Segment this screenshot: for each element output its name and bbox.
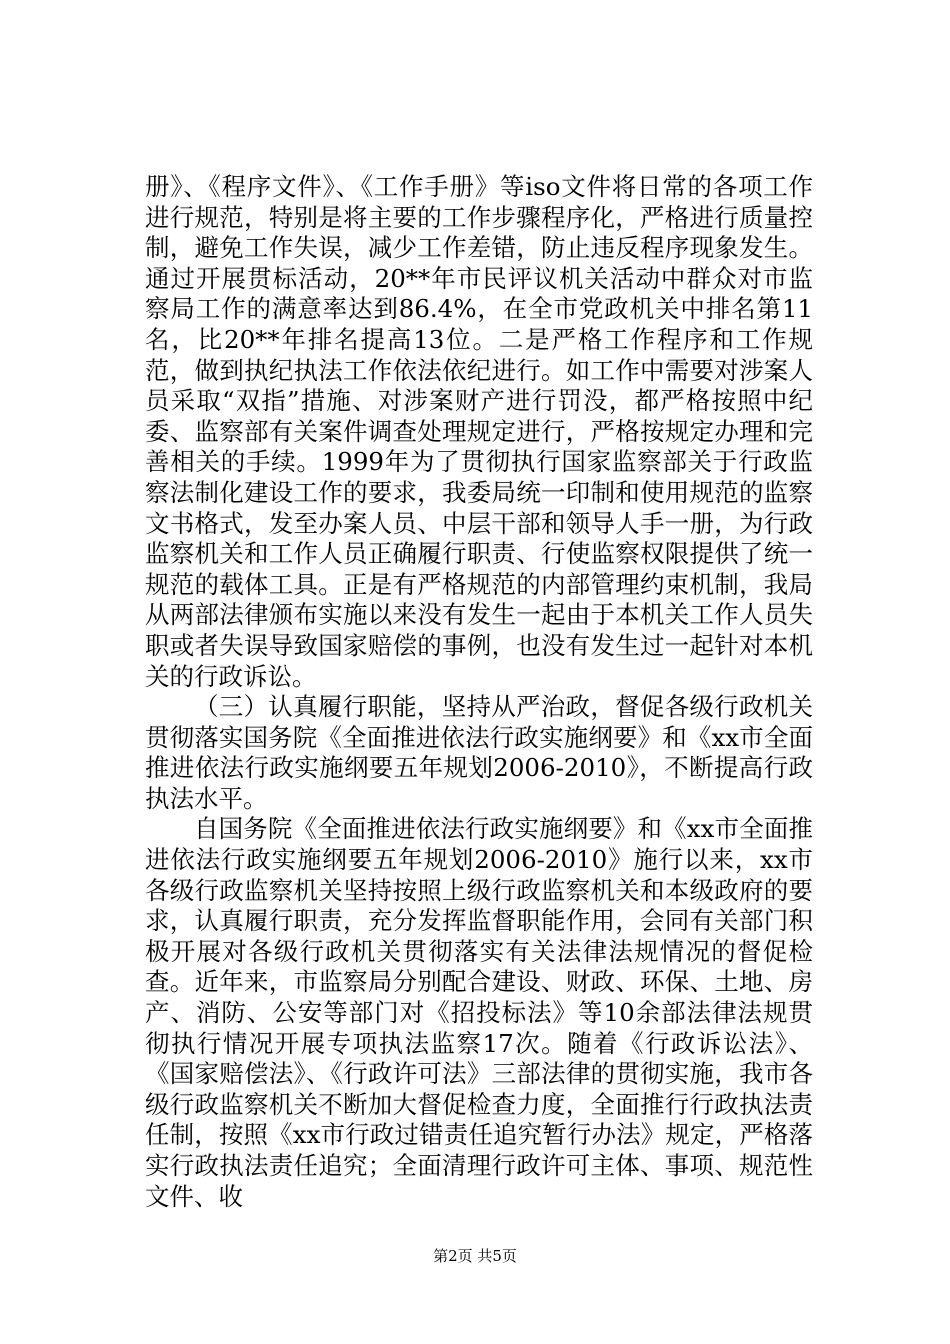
section-heading-paragraph: （三）认真履行职能，坚持从严治政，督促各级行政机关贯彻落实国务院《全面推进依法行政实施纲要》和《xx市全面推进依法行政实施纲要五年规划2006-2010》，不断提高行政执法水平。 <box>145 692 813 813</box>
paragraph: 自国务院《全面推进依法行政实施纲要》和《xx市全面推进依法行政实施纲要五年规划2006-2010》施行以来，xx市各级行政监察机关坚持按照上级行政监察机关和本级政府的要求，认真履行职责，充分发挥监督职能作用，会同有关部门积极开展对各级行政机关贯彻落实有关法律法规情况的督促检查。近年来，市监察局分别配合建设、财政、环保、土地、房产、消防、公安等部门对《招投标法》等10余部法律法规贯彻执行情况开展专项执法监察17次。随着《行政诉讼法》、《国家赔偿法》、《行政许可法》三部法律的贯彻实施，我市各级行政监察机关不断加大督促检查力度，全面推行行政执法责任制，按照《xx市行政过错责任追究暂行办法》规定，严格落实行政执法责任追究；全面清理行政许可主体、事项、规范性文件、收 <box>145 814 813 1211</box>
page-number: 第2页 共5页 <box>433 1247 517 1265</box>
paragraph-continued: 册》、《程序文件》、《工作手册》等iso文件将日常的各项工作进行规范，特别是将主要的工作步骤程序化，严格进行质量控制，避免工作失误，减少工作差错，防止违反程序现象发生。通过开展贯标活动，20**年市民评议机关活动中群众对市监察局工作的满意率达到86.4%，在全市党政机关中排名第11名，比20**年排名提高13位。二是严格工作程序和工作规范，做到执纪执法工作依法依纪进行。如工作中需要对涉案人员采取“双指”措施、对涉案财产进行罚没，都严格按照中纪委、监察部有关案件调查处理规定进行，严格按规定办理和完善相关的手续。1999年为了贯彻执行国家监察部关于行政监察法制化建设工作的要求，我委局统一印制和使用规范的监察文书格式，发至办案人员、中层干部和领导人手一册，为行政监察机关和工作人员正确履行职责、行使监察权限提供了统一规范的载体工具。正是有严格规范的内部管理约束机制，我局从两部法律颁布实施以来没有发生一起由于本机关工作人员失职或者失误导致国家赔偿的事例，也没有发生过一起针对本机关的行政诉讼。 <box>145 172 813 691</box>
body-text <box>145 172 813 1212</box>
